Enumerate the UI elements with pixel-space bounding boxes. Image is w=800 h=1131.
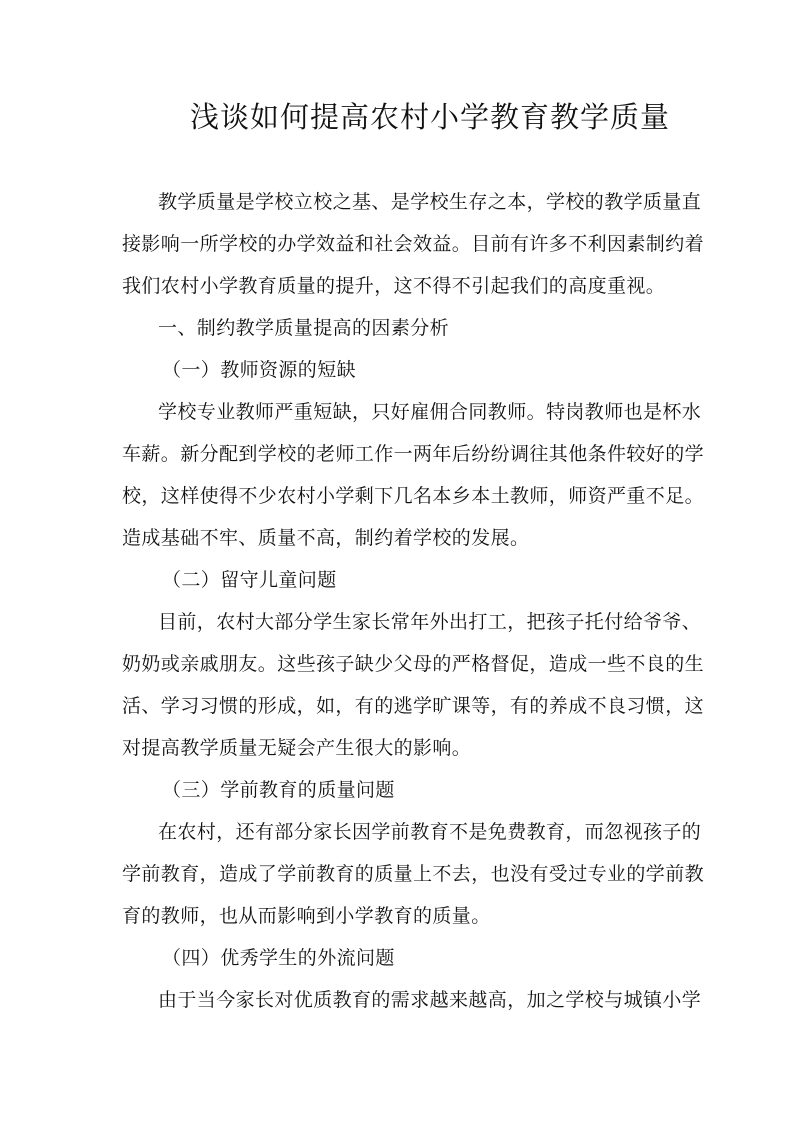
section-heading: 一、制约教学质量提高的因素分析: [158, 317, 450, 339]
paragraph-line: 活、学习习惯的形成，如，有的逃学旷课等，有的养成不良习惯，这: [122, 695, 705, 717]
subsection-heading: （四）优秀学生的外流问题: [162, 947, 395, 969]
paragraph-line: 育的教师，也从而影响到小学教育的质量。: [122, 905, 491, 927]
paragraph-line: 教学质量是学校立校之基、是学校生存之本，学校的教学质量直: [158, 191, 702, 213]
paragraph-line: 奶奶或亲戚朋友。这些孩子缺少父母的严格督促，造成一些不良的生: [122, 653, 705, 675]
subsection-heading: （三）学前教育的质量问题: [162, 779, 395, 801]
paragraph-line: 车薪。新分配到学校的老师工作一两年后纷纷调往其他条件较好的学: [122, 443, 705, 465]
paragraph-line: 目前，农村大部分学生家长常年外出打工，把孩子托付给爷爷、: [158, 611, 702, 633]
paragraph-line: 造成基础不牢、质量不高，制约着学校的发展。: [122, 527, 530, 549]
paragraph-line: 我们农村小学教育质量的提升，这不得不引起我们的高度重视。: [122, 275, 666, 297]
paragraph-line: 在农村，还有部分家长因学前教育不是免费教育，而忽视孩子的: [158, 821, 702, 843]
subsection-heading: （二）留守儿童问题: [162, 569, 337, 591]
document-title: 浅谈如何提高农村小学教育教学质量: [190, 100, 671, 134]
paragraph-line: 接影响一所学校的办学效益和社会效益。目前有许多不利因素制约着: [122, 233, 705, 255]
paragraph-line: 学前教育，造成了学前教育的质量上不去，也没有受过专业的学前教: [122, 863, 705, 885]
paragraph-line: 对提高教学质量无疑会产生很大的影响。: [122, 737, 472, 759]
paragraph-line: 校，这样使得不少农村小学剩下几名本乡本土教师，师资严重不足。: [122, 485, 705, 507]
paragraph-line: 学校专业教师严重短缺，只好雇佣合同教师。特岗教师也是杯水: [158, 401, 702, 423]
paragraph-line: 由于当今家长对优质教育的需求越来越高，加之学校与城镇小学: [158, 989, 702, 1011]
subsection-heading: （一）教师资源的短缺: [162, 359, 357, 381]
